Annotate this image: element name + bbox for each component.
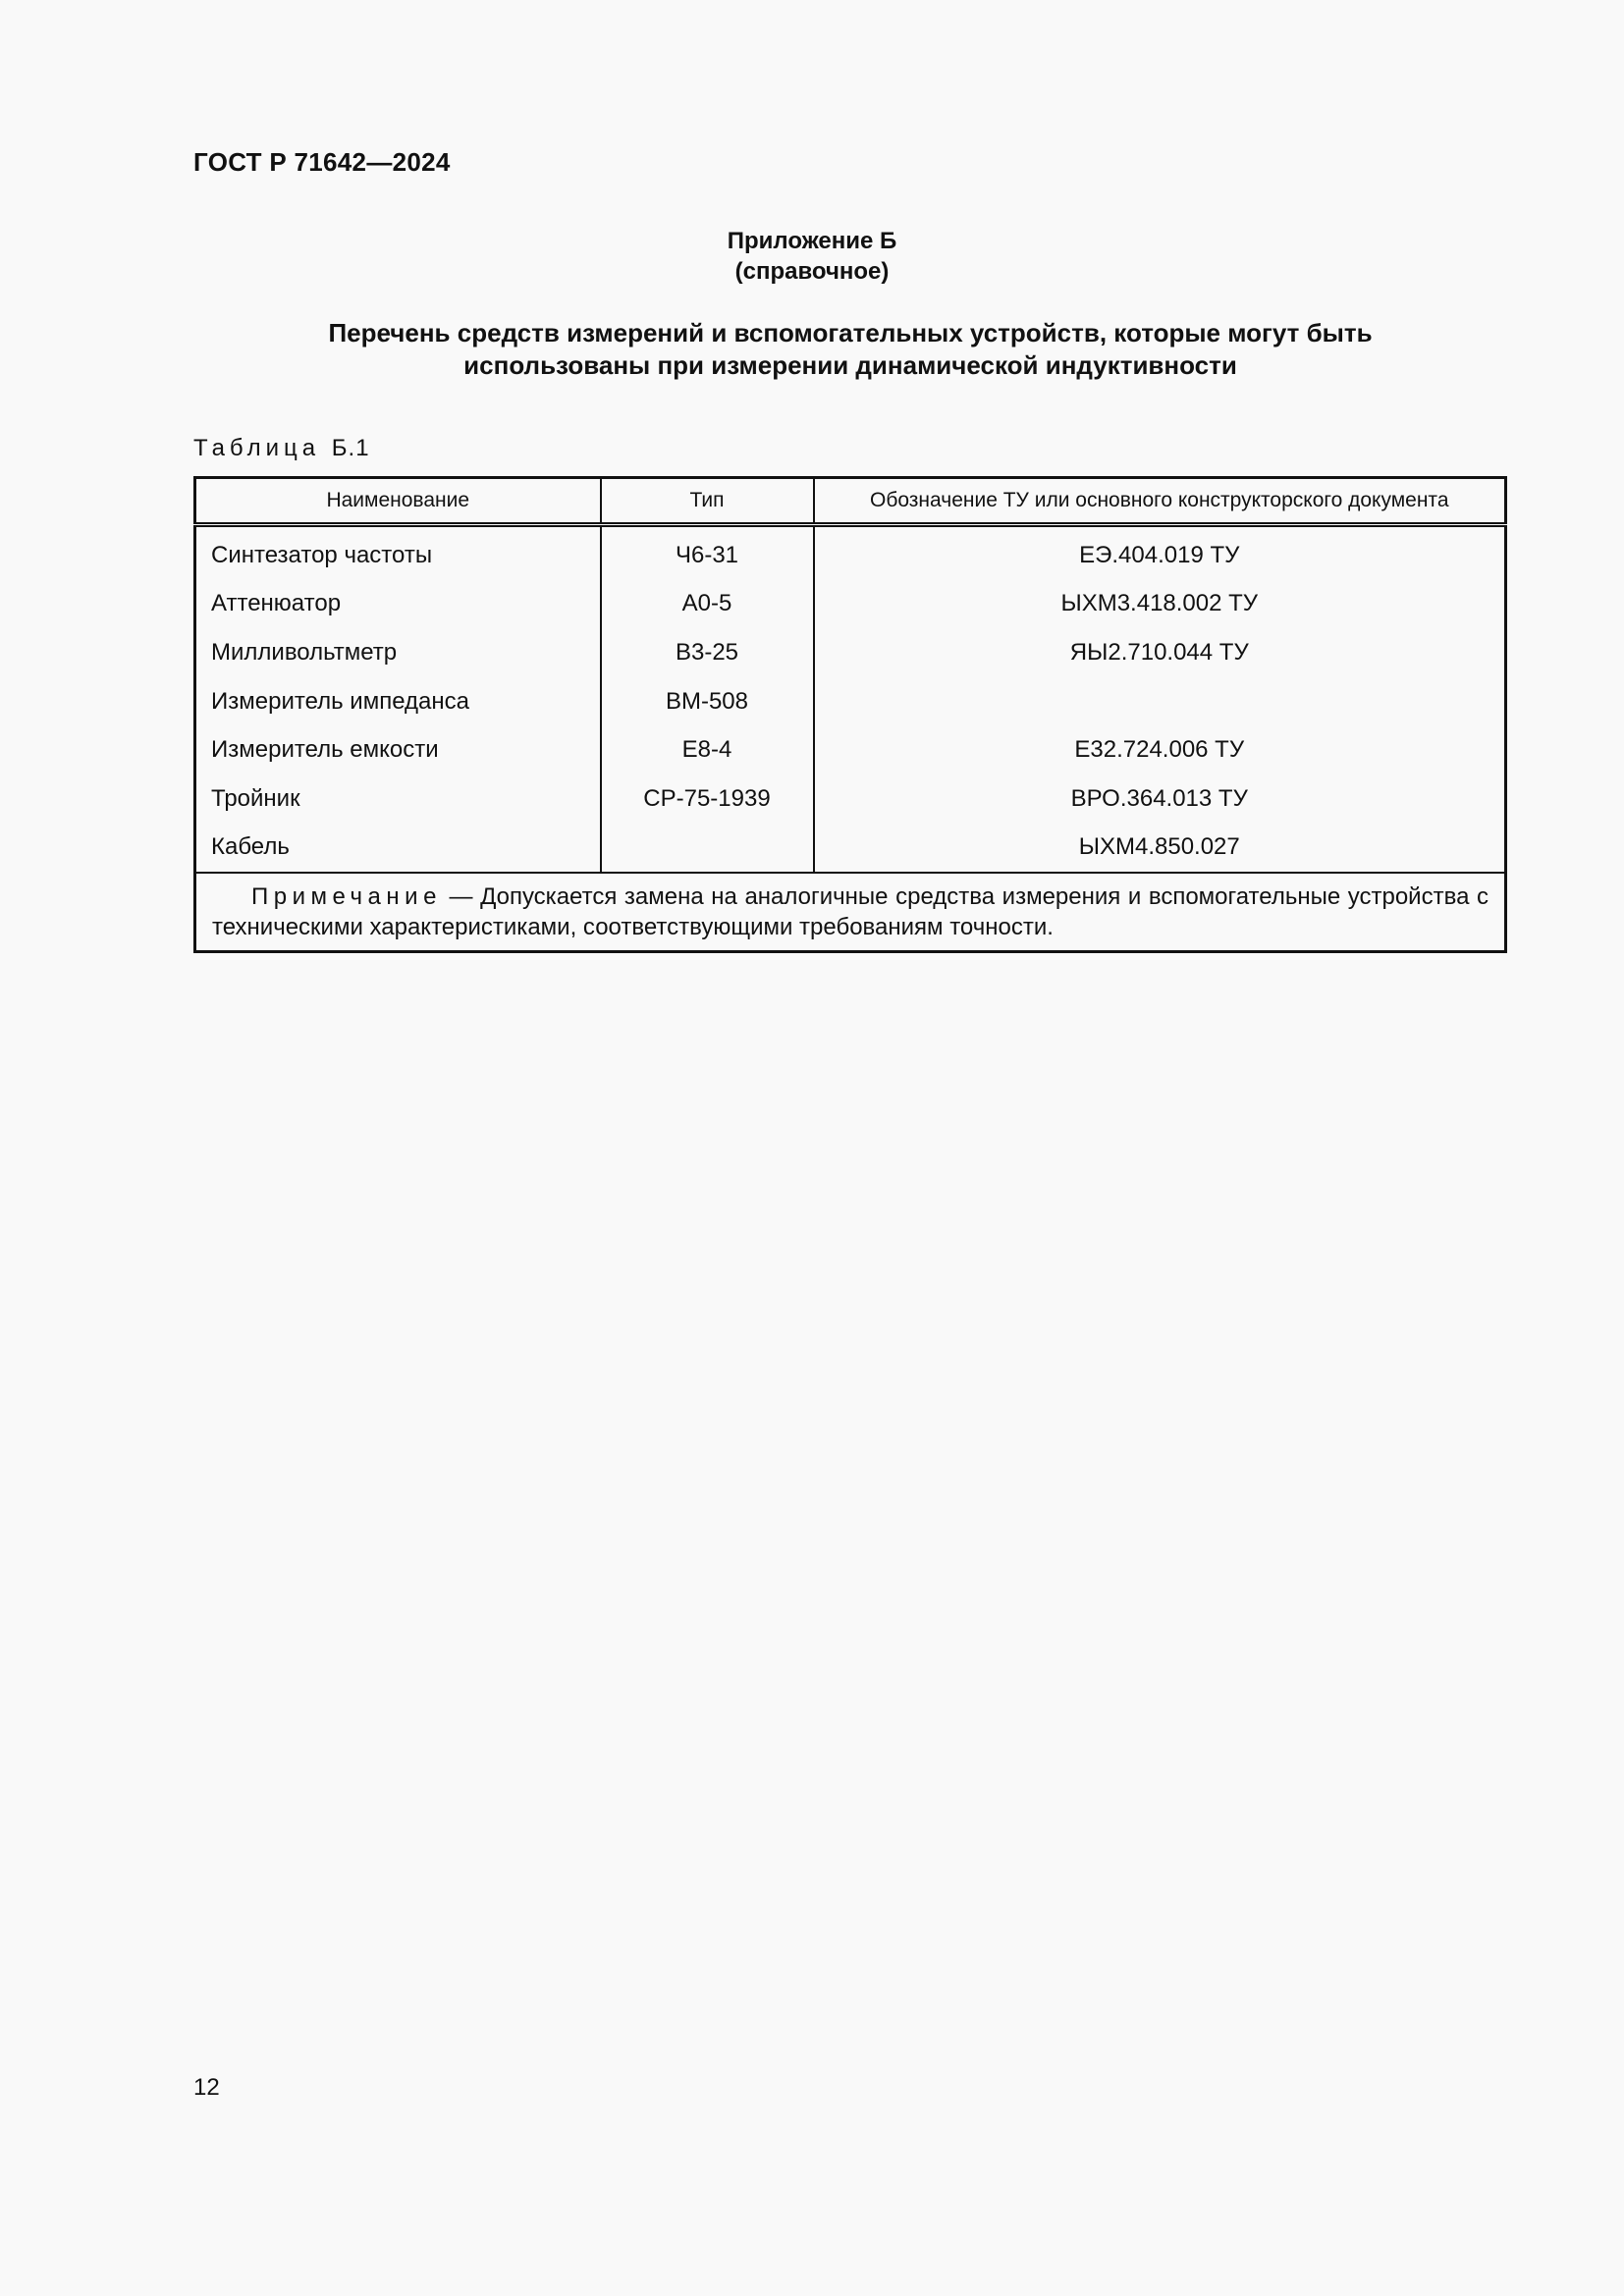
section-heading xyxy=(193,317,1507,382)
cell-name: Кабель xyxy=(211,833,290,861)
cell-document: ВРО.364.013 ТУ xyxy=(814,774,1506,824)
table-row xyxy=(195,580,1506,629)
table-caption-number: Б.1 xyxy=(331,435,370,461)
heading-line-2: использованы при измерении динамической индуктивности xyxy=(463,350,1237,380)
cell-name: Синтезатор частоты xyxy=(211,541,433,568)
column-header-type: Тип xyxy=(601,478,814,525)
note-label: Примечание xyxy=(251,883,442,911)
table-row xyxy=(195,677,1506,726)
cell-name: Аттенюатор xyxy=(211,590,342,617)
cell-type: Ч6-31 xyxy=(601,525,814,580)
table-row xyxy=(195,824,1506,874)
appendix-title: Приложение Б xyxy=(727,228,897,254)
cell-document: ЫХМ3.418.002 ТУ xyxy=(814,580,1506,629)
cell-document: Е32.724.006 ТУ xyxy=(814,725,1506,774)
table-caption xyxy=(193,435,370,462)
heading-line-1: Перечень средств измерений и вспомогательных устройств, которые могут быть xyxy=(328,318,1373,347)
table-row xyxy=(195,725,1506,774)
page-number: 12 xyxy=(193,2074,220,2101)
cell-document: ЯЫ2.710.044 ТУ xyxy=(814,628,1506,677)
cell-document: ЫХМ4.850.027 xyxy=(814,824,1506,874)
cell-name: Измеритель импеданса xyxy=(211,687,469,715)
table-row xyxy=(195,628,1506,677)
table-header-row xyxy=(195,478,1506,525)
appendix-block xyxy=(0,226,1624,287)
column-header-name: Наименование xyxy=(195,478,601,525)
cell-type: Е8-4 xyxy=(601,725,814,774)
cell-type: В3-25 xyxy=(601,628,814,677)
appendix-subtitle: (справочное) xyxy=(734,258,890,285)
table-note xyxy=(195,873,1506,952)
cell-document: ЕЭ.404.019 ТУ xyxy=(814,525,1506,580)
cell-type xyxy=(601,824,814,874)
cell-type: А0-5 xyxy=(601,580,814,629)
cell-name: Измеритель емкости xyxy=(211,736,439,764)
instruments-table xyxy=(193,476,1507,953)
note-text: — Допускается замена на аналогичные средства измерения и вспомогательные устройства с техническими характеристиками, соответствующими требованиям точности. xyxy=(212,883,1489,941)
column-header-document: Обозначение ТУ или основного конструкторского документа xyxy=(814,478,1506,525)
cell-type: СР-75-1939 xyxy=(601,774,814,824)
cell-type: ВМ-508 xyxy=(601,677,814,726)
table-row xyxy=(195,525,1506,580)
document-code: ГОСТ Р 71642—2024 xyxy=(193,147,451,177)
cell-name: Тройник xyxy=(211,784,300,812)
table-row xyxy=(195,774,1506,824)
table-caption-word: Таблица xyxy=(193,435,321,461)
cell-name: Милливольтметр xyxy=(211,638,398,666)
cell-document xyxy=(814,677,1506,726)
table-note-row xyxy=(195,873,1506,952)
